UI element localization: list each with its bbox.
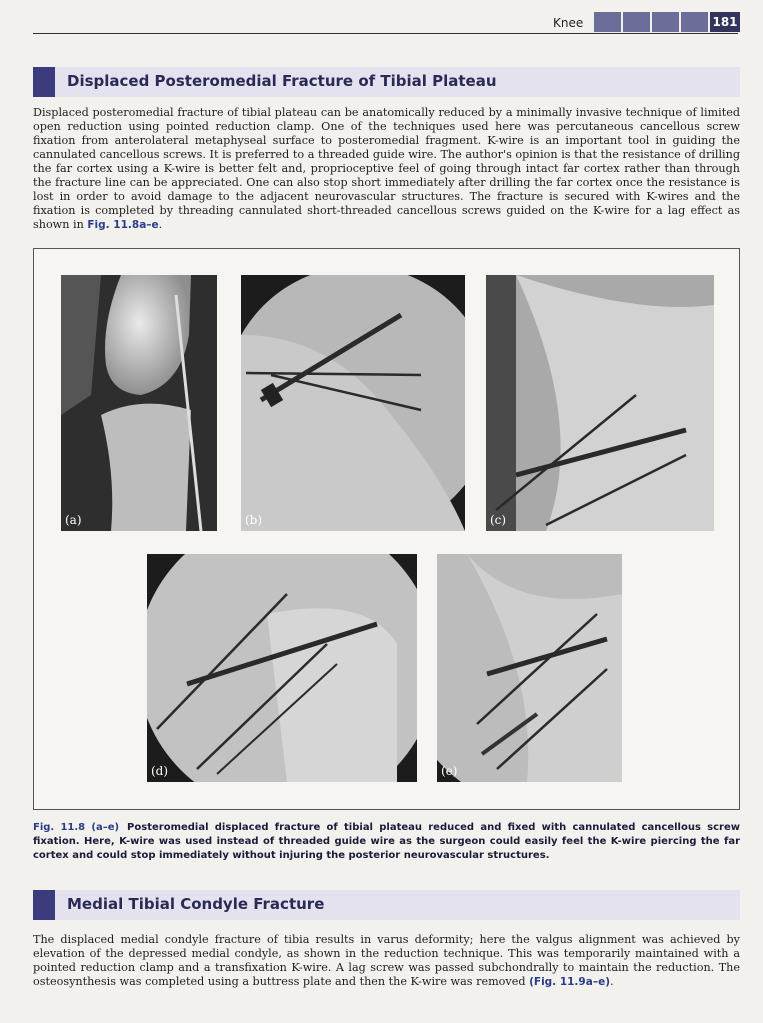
section-paragraph: The displaced medial condyle fracture of tibia results in varus deformity; here the valgus alignment was achieved by elevation of the depressed medial condyle, as shown in the reduction technique. This was temporarily maintained with a pointed reduction clamp and a transfixation K-wire. A lag screw was passed subchondrally to maintain the reduction. The osteosynthesis was completed using a buttress plate and then the K-wire was removed (Fig. 11.9a–e). [33,933,740,988]
fluoroscopy-image [486,275,714,531]
panel-label-e: (e) [441,764,458,778]
page-number: 181 [710,12,740,32]
section-title: Displaced Posteromedial Fracture of Tibial Plateau [67,72,497,90]
section-heading-posteromedial [33,67,740,97]
fluoroscopy-image [241,275,465,531]
header-rule [33,33,738,34]
figure-reference[interactable]: (Fig. 11.9a–e) [529,976,610,988]
figure-reference[interactable]: Fig. 11.8a–e [87,219,159,231]
figure-frame [33,248,740,810]
fluoroscopy-image [437,554,622,782]
running-head: Knee [553,16,584,30]
caption-label: Fig. 11.8 (a–e) [33,822,120,833]
xray-panel-a [61,275,217,531]
header-decoration [594,12,708,32]
section-marker [33,890,55,920]
section-marker [33,67,55,97]
panel-label-c: (c) [490,513,507,527]
xray-panel-b [241,275,465,531]
section-paragraph: Displaced posteromedial fracture of tibial plateau can be anatomically reduced by a minimally invasive technique of limited open reduction using pointed reduction clamp. One of the techniques used here was percutaneous cancellous screw fixation from anterolateral metaphyseal surface to posteromedial fragment. K-wire is an important tool in guiding the cannulated cancellous screws. It is preferred to a threaded guide wire. The author's opinion is that the resistance of drilling the far cortex using a K-wire is better felt and, proprioceptive feel of going through intact far cortex rather than through the fracture line can be appreciated. One can also stop short immediately after drilling the far cortex once the resistance is lost in order to avoid damage to the adjacent neurovascular structures. The fracture is secured with K-wires and the fixation is completed by threading cannulated short-threaded cancellous screws guided on the K-wire for a lag effect as shown in Fig. 11.8a–e. [33,106,740,231]
section-heading-medial-condyle [33,890,740,920]
fluoroscopy-image [147,554,417,782]
xray-knee-image [61,275,217,531]
panel-label-d: (d) [151,764,169,778]
section-title: Medial Tibial Condyle Fracture [67,895,325,913]
xray-panel-d [147,554,417,782]
panel-label-b: (b) [245,513,263,527]
panel-label-a: (a) [65,513,82,527]
figure-caption [33,821,740,863]
xray-panel-e [437,554,622,782]
caption-text: Posteromedial displaced fracture of tibial plateau reduced and fixed with cannulated cancellous screw fixation. Here, K-wire was used instead of threaded guide wire as the surgeon could easily feel the K-wire piercing the far cortex and could stop immediately without injuring the posterior neurovascular structures. [33,822,740,861]
xray-panel-c [486,275,714,531]
